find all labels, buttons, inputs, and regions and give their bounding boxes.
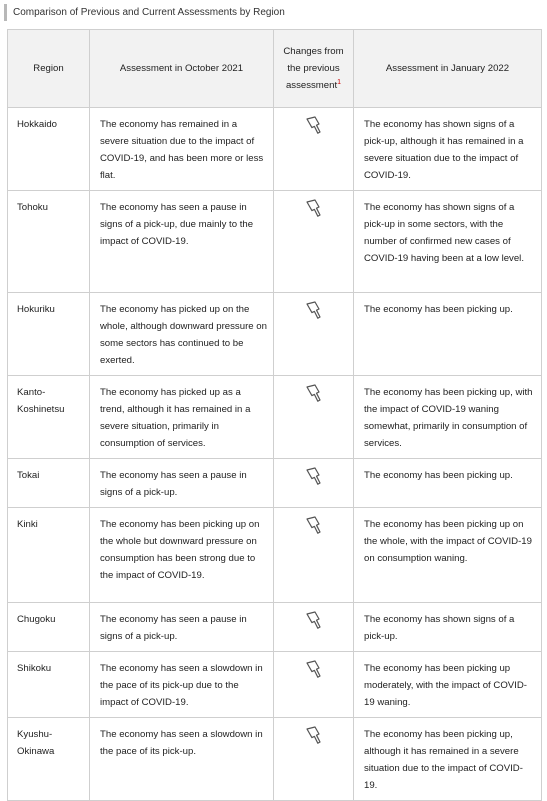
header-october: Assessment in October 2021	[90, 30, 274, 108]
upward-diagonal-arrow-icon	[303, 609, 325, 631]
header-changes-label: Changes from the previous assessment	[283, 46, 344, 91]
table-row	[8, 459, 542, 508]
assessment-table	[7, 29, 542, 801]
january-assessment-cell: The economy has shown signs of a pick-up.	[354, 603, 542, 652]
region-cell: Chugoku	[8, 603, 90, 652]
january-assessment-cell: The economy has been picking up, although it has remained in a severe situation due to the impact of COVID-19.	[354, 718, 542, 801]
change-cell	[274, 376, 354, 459]
table-row	[8, 718, 542, 801]
october-assessment-cell: The economy has picked up on the whole, although downward pressure on some sectors has continued to be exerted.	[90, 293, 274, 376]
region-cell: Shikoku	[8, 652, 90, 718]
october-assessment-cell: The economy has remained in a severe situation due to the impact of COVID-19, and has been more or less flat.	[90, 108, 274, 191]
change-cell	[274, 108, 354, 191]
header-january: Assessment in January 2022	[354, 30, 542, 108]
change-cell	[274, 293, 354, 376]
change-cell	[274, 603, 354, 652]
change-cell	[274, 508, 354, 603]
region-cell: Kinki	[8, 508, 90, 603]
october-assessment-cell: The economy has been picking up on the whole but downward pressure on consumption has been strong due to the impact of COVID-19.	[90, 508, 274, 603]
october-assessment-cell: The economy has seen a pause in signs of a pick-up.	[90, 459, 274, 508]
table-header-row	[8, 30, 542, 108]
region-cell: Tohoku	[8, 191, 90, 293]
table-body	[8, 108, 542, 801]
table-row	[8, 293, 542, 376]
october-assessment-cell: The economy has seen a slowdown in the pace of its pick-up.	[90, 718, 274, 801]
january-assessment-cell: The economy has been picking up on the whole, with the impact of COVID-19 on consumption waning.	[354, 508, 542, 603]
region-cell: Kanto-Koshinetsu	[8, 376, 90, 459]
footnote-marker[interactable]: 1	[337, 78, 342, 86]
january-assessment-cell: The economy has been picking up moderately, with the impact of COVID-19 waning.	[354, 652, 542, 718]
october-assessment-cell: The economy has seen a pause in signs of a pick-up, due mainly to the impact of COVID-19.	[90, 191, 274, 293]
change-cell	[274, 652, 354, 718]
october-assessment-cell: The economy has seen a pause in signs of a pick-up.	[90, 603, 274, 652]
region-cell: Tokai	[8, 459, 90, 508]
january-assessment-cell: The economy has shown signs of a pick-up, although it has remained in a severe situation due to the impact of COVID-19.	[354, 108, 542, 191]
table-caption: Comparison of Previous and Current Assessments by Region	[4, 4, 285, 21]
table-row	[8, 603, 542, 652]
upward-diagonal-arrow-icon	[303, 197, 325, 219]
table-row	[8, 508, 542, 603]
table-row	[8, 191, 542, 293]
january-assessment-cell: The economy has been picking up.	[354, 293, 542, 376]
january-assessment-cell: The economy has been picking up, with the impact of COVID-19 waning somewhat, primarily in consumption of services.	[354, 376, 542, 459]
change-cell	[274, 718, 354, 801]
october-assessment-cell: The economy has seen a slowdown in the pace of its pick-up due to the impact of COVID-19.	[90, 652, 274, 718]
table-row	[8, 108, 542, 191]
region-cell: Hokkaido	[8, 108, 90, 191]
change-cell	[274, 459, 354, 508]
table-row	[8, 376, 542, 459]
upward-diagonal-arrow-icon	[303, 114, 325, 136]
header-region: Region	[8, 30, 90, 108]
region-cell: Hokuriku	[8, 293, 90, 376]
upward-diagonal-arrow-icon	[303, 514, 325, 536]
january-assessment-cell: The economy has been picking up.	[354, 459, 542, 508]
change-cell	[274, 191, 354, 293]
upward-diagonal-arrow-icon	[303, 724, 325, 746]
region-cell: Kyushu-Okinawa	[8, 718, 90, 801]
upward-diagonal-arrow-icon	[303, 299, 325, 321]
january-assessment-cell: The economy has shown signs of a pick-up in some sectors, with the number of confirmed new cases of COVID-19 having been at a low level.	[354, 191, 542, 293]
upward-diagonal-arrow-icon	[303, 658, 325, 680]
upward-diagonal-arrow-icon	[303, 382, 325, 404]
table-row	[8, 652, 542, 718]
october-assessment-cell: The economy has picked up as a trend, although it has remained in a severe situation, primarily in consumption of services.	[90, 376, 274, 459]
upward-diagonal-arrow-icon	[303, 465, 325, 487]
header-changes	[274, 30, 354, 108]
